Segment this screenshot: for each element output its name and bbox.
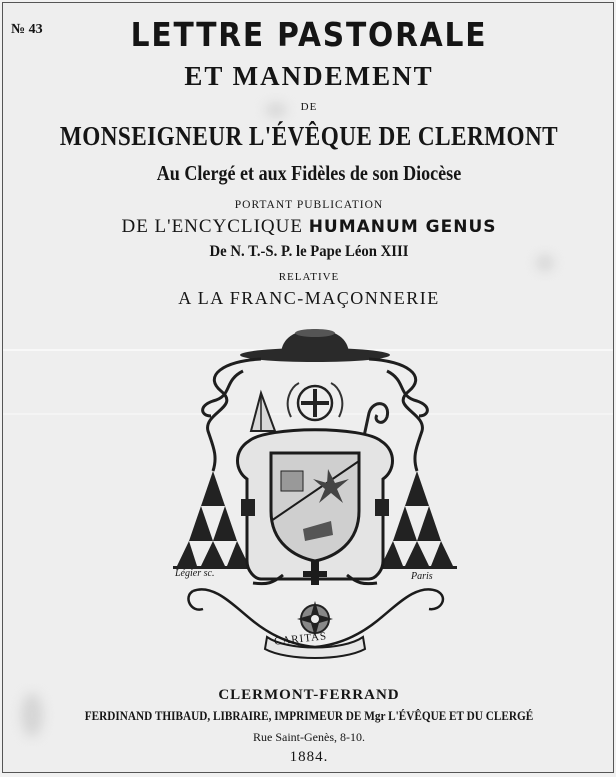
- document-number: № 43: [11, 22, 43, 37]
- audience-line: Au Clergé et aux Fidèles de son Diocèse: [156, 161, 462, 185]
- episcopal-coat-of-arms: [163, 321, 463, 661]
- imprint-city: CLERMONT-FERRAND: [218, 687, 400, 703]
- document-page: [2, 2, 614, 773]
- galero-hat-icon: [240, 329, 390, 362]
- tassels-left-icon: [173, 471, 253, 569]
- relative-line: RELATIVE: [278, 271, 340, 283]
- pope-line: De N. T.-S. P. le Pape Léon XIII: [209, 243, 409, 260]
- heraldic-shield-icon: [271, 453, 359, 561]
- encyclical-prefix: DE L'ENCYCLIQUE: [121, 216, 303, 237]
- author-line: MONSEIGNEUR L'ÉVÊQUE DE CLERMONT: [59, 121, 559, 151]
- title-line-2: ET MANDEMENT: [184, 61, 434, 91]
- engraver-signature-left: Légier sc.: [175, 568, 215, 579]
- encyclical-name: HUMANUM GENUS: [308, 217, 497, 237]
- imprint-printer: FERDINAND THIBAUD, LIBRAIRE, IMPRIMEUR DE Mgr L'ÉVÊQUE ET DU CLERGÉ: [84, 709, 534, 723]
- cross-medallion-icon: [288, 383, 343, 420]
- imprint-year: 1884.: [289, 749, 329, 765]
- title-line-1: LETTRE PASTORALE: [130, 15, 488, 54]
- portant-line: PORTANT PUBLICATION: [234, 199, 384, 211]
- imprint-address: Rue Saint-Genès, 8-10.: [253, 730, 365, 744]
- motto-text: CARITAS: [273, 630, 328, 648]
- tassels-right-icon: [377, 471, 457, 569]
- title-de: DE: [300, 101, 318, 113]
- encyclical-line: [3, 216, 614, 238]
- subject-line: A LA FRANC-MAÇONNERIE: [178, 288, 440, 308]
- mitre-icon: [251, 393, 275, 431]
- engraver-signature-right: Paris: [411, 571, 433, 582]
